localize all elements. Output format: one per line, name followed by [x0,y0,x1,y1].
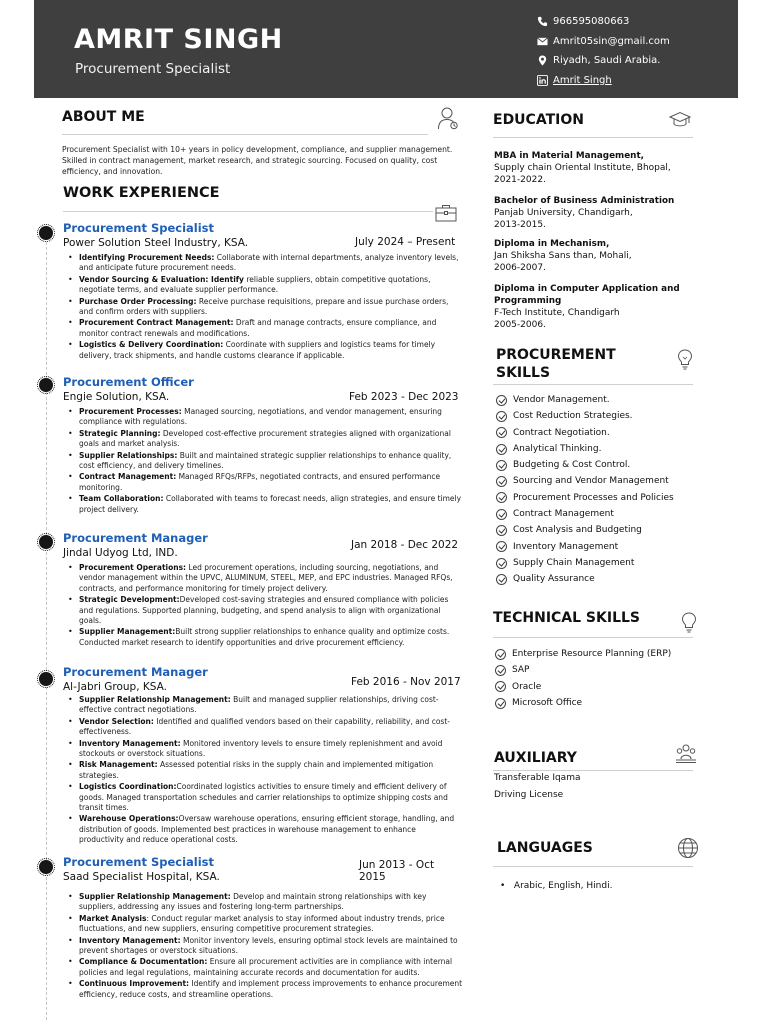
check-circle-icon [496,395,507,406]
contact-info [537,12,670,90]
list-item: • Supplier Relationship Management: Develop and maintain strong relationships with key suppliers, addressing any issues and fostering long-term partnerships. [63,892,463,913]
lightbulb-icon [680,611,698,633]
check-circle-icon [496,509,507,520]
list-item: • Logistics Coordination:Coordinated logistics activities to ensure timely and efficient delivery of goods. Managed transportation schedules and carrier relationships to optimize shipping costs and transit times. [63,782,463,813]
list-item: Transferable Iqama [494,773,581,783]
about-section-title: ABOUT ME [62,109,145,125]
study-years: 2005-2006. [494,320,546,330]
check-circle-icon [495,665,506,676]
list-item: Enterprise Resource Planning (ERP) [495,646,671,662]
list-item: Vendor Management. [496,392,674,408]
contact-phone [537,12,670,32]
list-item: Budgeting & Cost Control. [496,457,674,473]
languages-list [500,878,612,895]
list-item: Supply Chain Management [496,555,674,571]
list-item: Contract Management [496,506,674,522]
job-dates: Feb 2023 - Dec 2023 [349,391,459,403]
job-title: Procurement Officer [63,375,194,389]
lightbulb-icon [676,348,694,370]
job-entry-2 [63,375,463,516]
job-bullets [63,253,463,361]
check-circle-icon [496,541,507,552]
study-years: 2013-2015. [494,220,546,230]
list-item: • Warehouse Operations:Oversaw warehouse operations, ensuring efficient storage, handling, and distribution of goods. Implemented best practices in warehouse management to enhance productivity and reduce operational costs. [63,814,463,845]
candidate-role: Procurement Specialist [75,61,231,77]
resume-header [34,0,738,98]
job-entry-1 [63,221,463,362]
check-circle-icon [496,460,507,471]
technical-skills-divider [493,637,693,638]
check-circle-icon [495,681,506,692]
list-item: • Strategic Development:Developed cost-saving strategies and ensured compliance with policies and regulations. Supported planning, budgeting, and spend analysis to align with organizational goals. [63,595,463,626]
education-entry-3 [494,238,709,274]
job-title: Procurement Manager [63,665,208,679]
list-item: • Vendor Sourcing & Evaluation: Identify reliable suppliers, obtain competitive quotations, negotiate terms, and evaluate supplier performance. [63,275,463,296]
timeline-dot [39,226,53,240]
procurement-skills-divider [493,384,693,385]
list-item: • Arabic, English, Hindi. [500,881,613,891]
education-divider [493,137,693,138]
about-text: Procurement Specialist with 10+ years in policy development, compliance, and supplier management. Skilled in contract management, market research, and strategic sourcing. Focused on quality, cost efficiency, and innovation. [62,145,453,176]
phone-number[interactable]: 966595080663 [553,16,630,27]
list-item: • Procurement Processes: Managed sourcing, negotiations, and vendor management, ensuring compliance with regulations. [63,407,463,428]
list-item: Procurement Processes and Policies [496,490,674,506]
job-dates: Feb 2016 - Nov 2017 [351,676,461,688]
location-pin-icon [537,55,548,66]
check-circle-icon [496,492,507,503]
list-item: Driving License [494,790,564,800]
group-icon [675,742,697,764]
location-text: Riyadh, Saudi Arabia. [553,55,661,66]
briefcase-icon [435,204,457,222]
auxiliary-list [494,770,580,804]
languages-title: LANGUAGES [497,840,593,856]
check-circle-icon [496,525,507,536]
degree-name: Diploma in Mechanism, [494,239,610,249]
list-item: • Purchase Order Processing: Receive purchase requisitions, prepare and issue purchase orders, and confirm orders with suppliers. [63,297,463,318]
list-item: • Vendor Selection: Identified and qualified vendors based on their capability, reliability, and cost-effectiveness. [63,717,463,738]
list-item: • Continuous Improvement: Identify and implement process improvements to enhance procurement efficiency, reduce costs, and streamline operations. [63,979,463,1000]
list-item: • Supplier Relationship Management: Built and managed supplier relationships, driving cost-effective contract negotiations. [63,695,463,716]
list-item: • Inventory Management: Monitored inventory levels to ensure timely replenishment and avoid stockouts or overstock situations. [63,739,463,760]
job-company: Saad Specialist Hospital, KSA. [63,871,220,883]
list-item: • Supplier Management:Built strong supplier relationships to enhance quality and optimize costs. Conducted market research to identify opportunities and drive procurement efficiency. [63,627,463,648]
candidate-name: AMRIT SINGH [74,24,283,55]
list-item: • Procurement Operations: Led procurement operations, including sourcing, negotiations, and vendor management within the UPVC, ALUMINUM, STEEL, MEP, and EPC industries. Managed RFQs, contracts, and performance monitoring for timely project delivery. [63,563,463,594]
list-item: • Market Analysis: Conduct regular market analysis to stay informed about industry trends, price fluctuations, and new suppliers, ensuring competitive procurement strategies. [63,914,463,935]
job-dates: Jun 2013 - Oct 2015 [359,859,435,883]
job-entry-4 [63,665,463,847]
globe-icon [677,837,699,859]
experience-section-title: WORK EXPERIENCE [63,185,220,201]
study-years: 2006-2007. [494,263,546,273]
list-item: Cost Analysis and Budgeting [496,522,674,538]
technical-skills-title: TECHNICAL SKILLS [493,610,640,626]
list-item: • Logistics & Delivery Coordination: Coordinate with suppliers and logistics teams for timely delivery, track shipments, and handle customs clearance if applicable. [63,340,463,361]
languages-divider [493,866,693,867]
graduation-cap-icon [669,111,691,129]
job-dates: July 2024 – Present [355,236,456,248]
job-company: Engie Solution, KSA. [63,391,170,403]
list-item: • Inventory Management: Monitor inventory levels, ensuring optimal stock levels are maintained to prevent shortages or overstock situations. [63,936,463,957]
degree-name: Bachelor of Business Administration [494,196,675,206]
job-title: Procurement Specialist [63,855,215,869]
mail-icon [537,36,548,47]
list-item: • Procurement Contract Management: Draft and manage contracts, ensure compliance, and monitor contract renewals and modifications. [63,318,463,339]
list-item: • Supplier Relationships: Built and maintained strategic supplier relationships to enhance quality, cost efficiency, and delivery timelines. [63,451,463,472]
education-entry-2 [494,195,709,231]
linkedin-link[interactable]: Amrit Singh [553,74,612,86]
education-section-title: EDUCATION [493,112,584,128]
check-circle-icon [496,476,507,487]
phone-icon [537,16,548,27]
school-name: Panjab University, Chandigarh, [494,208,633,218]
procurement-skills-list [496,392,674,588]
email-address[interactable]: Amrit05sin@gmail.com [553,35,670,47]
job-company: Al-Jabri Group, KSA. [63,681,167,693]
school-name: F-Tech Institute, Chandigarh [494,308,620,318]
job-bullets [63,563,463,648]
job-company: Power Solution Steel Industry, KSA. [63,237,249,249]
person-icon [437,106,459,130]
contact-email [537,32,670,52]
study-years: 2021-2022. [494,175,546,185]
job-title: Procurement Manager [63,531,208,545]
list-item: Cost Reduction Strategies. [496,408,674,424]
school-name: Jan Shiksha Sans than, Mohali, [494,251,632,261]
job-bullets [63,695,463,846]
list-item: Oracle [495,679,671,695]
about-divider [62,134,428,135]
education-entry-4 [494,283,704,331]
check-circle-icon [496,444,507,455]
list-item: Sourcing and Vendor Management [496,473,674,489]
technical-skills-list [495,646,671,711]
job-entry-5 [63,855,463,1001]
list-item: Inventory Management [496,539,674,555]
list-item: • Risk Management: Assessed potential risks in the supply chain and implemented mitigation strategies. [63,760,463,781]
timeline-dot [39,535,53,549]
contact-location [537,51,670,71]
school-name: Supply chain Oriental Institute, Bhopal, [494,163,671,173]
contact-linkedin [537,71,670,91]
list-item: • Strategic Planning: Developed cost-effective procurement strategies aligned with organizational goals and market analysis. [63,429,463,450]
timeline-dot [39,378,53,392]
degree-name: Diploma in Computer Application and Programming [494,284,680,306]
timeline-line [46,232,47,1020]
list-item: Microsoft Office [495,695,671,711]
check-circle-icon [496,558,507,569]
list-item: Contract Negotiation. [496,425,674,441]
education-entry-1 [494,150,709,186]
degree-name: MBA in Material Management, [494,151,644,161]
check-circle-icon [495,649,506,660]
check-circle-icon [495,698,506,709]
experience-divider [63,211,433,212]
timeline-dot [39,672,53,686]
list-item: Analytical Thinking. [496,441,674,457]
procurement-skills-title: PROCUREMENT SKILLS [496,347,616,381]
list-item: Quality Assurance [496,571,674,587]
job-company: Jindal Udyog Ltd, IND. [63,547,178,559]
timeline-dot [39,860,53,874]
check-circle-icon [496,427,507,438]
linkedin-icon [537,75,548,86]
check-circle-icon [496,574,507,585]
list-item: • Contract Management: Managed RFQs/RFPs, negotiated contracts, and ensured performance monitoring. [63,472,463,493]
job-title: Procurement Specialist [63,221,215,235]
list-item: • Team Collaboration: Collaborated with teams to forecast needs, align strategies, and ensure timely project delivery. [63,494,463,515]
job-bullets [63,892,463,1000]
job-entry-3 [63,531,463,649]
auxiliary-title: AUXILIARY [494,750,577,766]
check-circle-icon [496,411,507,422]
list-item: • Compliance & Documentation: Ensure all procurement activities are in compliance with internal policies and legal regulations, maintaining accurate records and documentation for audits. [63,957,463,978]
list-item: • Identifying Procurement Needs: Collaborate with internal departments, analyze inventory levels, and anticipate future procurement needs. [63,253,463,274]
job-dates: Jan 2018 - Dec 2022 [351,539,459,551]
job-bullets [63,407,463,515]
list-item: SAP [495,662,671,678]
